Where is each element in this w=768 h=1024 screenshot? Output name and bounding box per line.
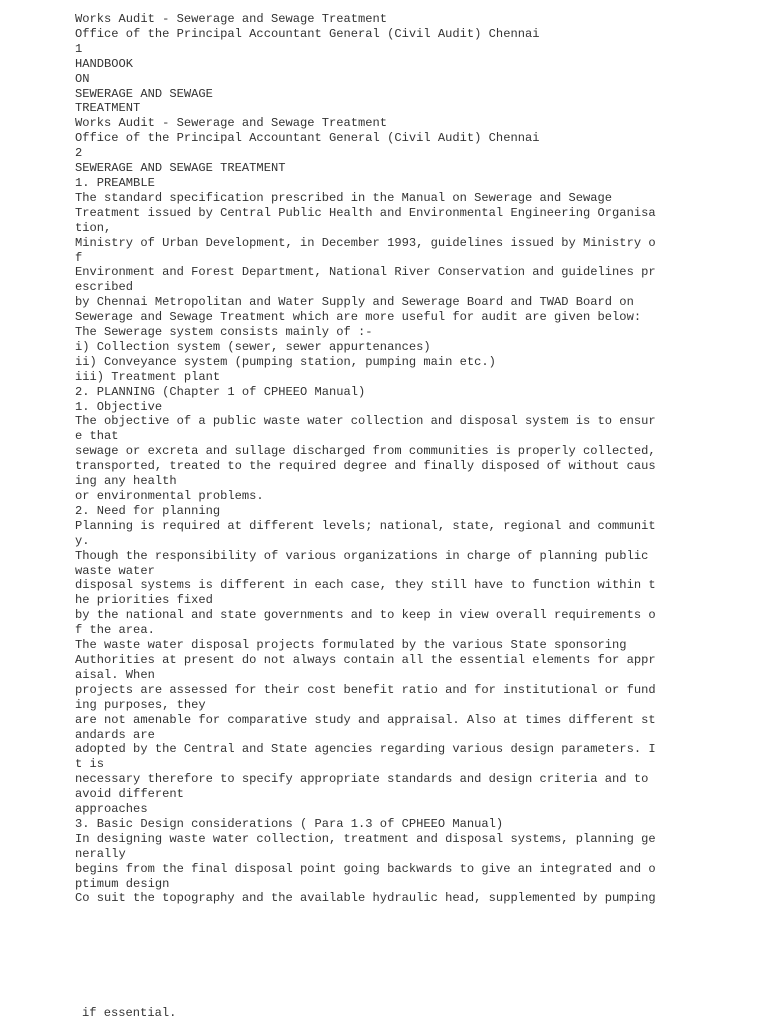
text-line: Office of the Principal Accountant General (Civil Audit) Chennai [75,131,540,146]
text-line: or environmental problems. [75,489,264,503]
trailing-text-line: if essential. [82,1006,177,1020]
text-line: TREATMENT [75,101,141,116]
text-line: ON [75,71,90,86]
text-line: The standard specification prescribed in the Manual on Sewerage and Sewage [75,190,613,205]
text-line: Authorities at present do not always contain all the essential elements for appr [75,652,656,667]
text-line: Sewerage and Sewage Treatment which are more useful for audit are given below: [75,310,642,325]
text-line: andards are [75,727,155,742]
text-line: 1 [75,41,83,56]
text-line: Co suit the topography and the available hydraulic head, supplemented by pumping [75,891,656,906]
text-line: 2. PLANNING (Chapter 1 of CPHEEO Manual) [75,384,366,399]
text-line: Treatment issued by Central Public Health and Environmental Engineering Organisa [75,205,656,220]
text-line: Works Audit - Sewerage and Sewage Treatment [75,12,388,26]
text-line: approaches [75,802,148,817]
text-line: The Sewerage system consists mainly of :- [75,325,373,340]
text-line: transported, treated to the required degree and finally disposed of without caus [75,459,656,474]
text-line: he priorities fixed [75,593,213,608]
text-line: y. [75,533,90,548]
text-line: tion, [75,220,112,235]
text-line: 2 [75,146,83,161]
text-line: adopted by the Central and State agencies regarding various design parameters. I [75,742,656,757]
text-line: by Chennai Metropolitan and Water Supply and Sewerage Board and TWAD Board on [75,295,634,310]
text-line: 2. Need for planning [75,503,221,518]
text-line: are not amenable for comparative study and appraisal. Also at times different st [75,712,656,727]
text-line: aisal. When [75,667,155,682]
text-line: f the area. [75,623,155,638]
text-line: f [75,250,83,265]
text-line: e that [75,429,119,444]
text-line: nerally [75,846,126,861]
text-line: waste water [75,563,155,578]
text-line: In designing waste water collection, treatment and disposal systems, planning ge [75,831,656,846]
text-line: t is [75,757,105,772]
text-line: Though the responsibility of various organizations in charge of planning public [75,548,649,563]
text-line: 1. Objective [75,399,163,414]
text-line: ing any health [75,474,177,489]
text-line: sewage or excreta and sullage discharged from communities is properly collected, [75,444,656,459]
text-line: i) Collection system (sewer, sewer appurtenances) [75,339,431,354]
text-line: necessary therefore to specify appropriate standards and design criteria and to [75,772,649,787]
text-line: HANDBOOK [75,56,134,71]
text-line: ptimum design [75,876,170,891]
text-line: Works Audit - Sewerage and Sewage Treatment [75,116,388,131]
text-line: The objective of a public waste water collection and disposal system is to ensur [75,414,656,429]
text-line: begins from the final disposal point going backwards to give an integrated and o [75,861,656,876]
text-line: avoid different [75,787,184,802]
text-line: Planning is required at different levels; national, state, regional and communit [75,518,656,533]
text-line: 3. Basic Design considerations ( Para 1.3 of CPHEEO Manual) [75,816,504,831]
text-line: disposal systems is different in each case, they still have to function within t [75,578,656,593]
text-line: Ministry of Urban Development, in December 1993, guidelines issued by Ministry o [75,235,656,250]
text-line: ing purposes, they [75,697,206,712]
text-line: The waste water disposal projects formulated by the various State sponsoring [75,638,627,653]
text-line: iii) Treatment plant [75,369,221,384]
text-line: 1. PREAMBLE [75,175,155,190]
text-line: Environment and Forest Department, National River Conservation and guidelines pr [75,265,656,280]
document-page [75,12,685,906]
text-line: escribed [75,280,134,295]
text-line: Office of the Principal Accountant General (Civil Audit) Chennai [75,26,540,41]
text-line: projects are assessed for their cost benefit ratio and for institutional or fund [75,682,656,697]
text-line: SEWERAGE AND SEWAGE [75,86,213,101]
text-line: SEWERAGE AND SEWAGE TREATMENT [75,161,286,176]
text-line: by the national and state governments and to keep in view overall requirements o [75,608,656,623]
text-line: ii) Conveyance system (pumping station, pumping main etc.) [75,354,496,369]
